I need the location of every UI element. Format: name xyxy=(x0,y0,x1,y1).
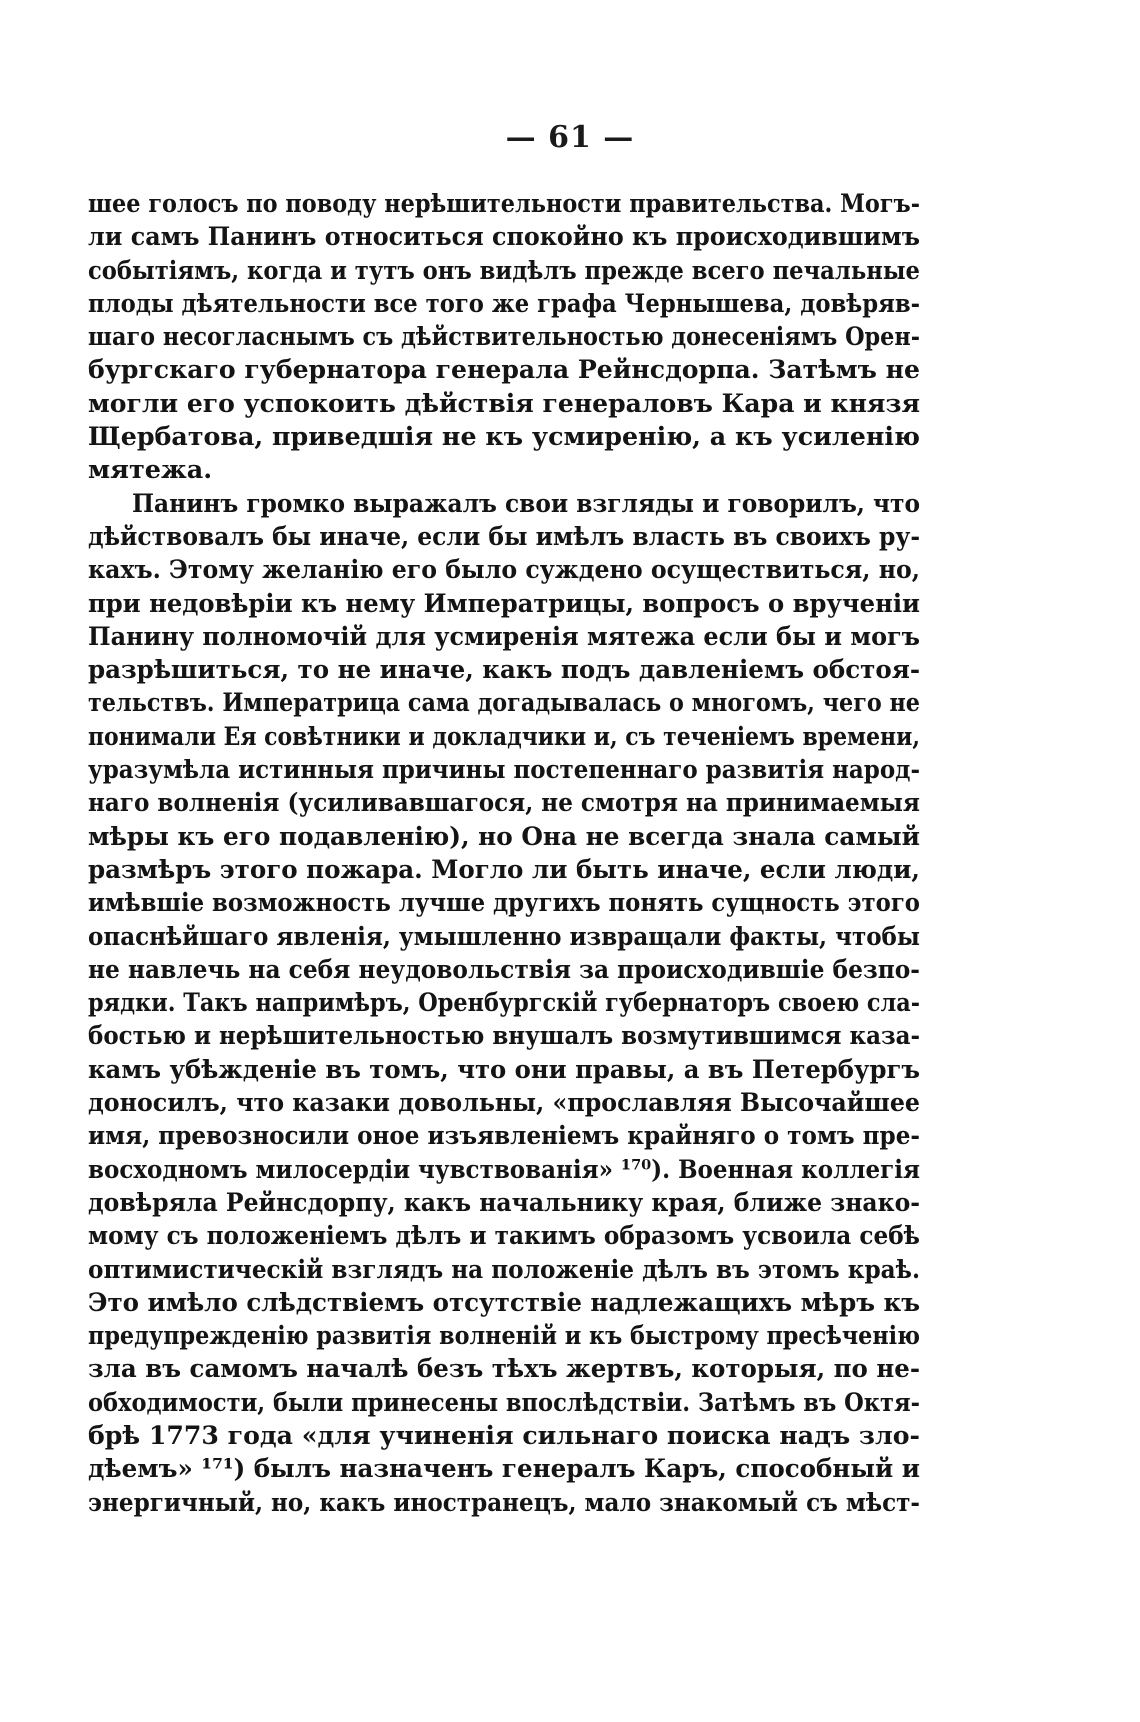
text-line: оптимистическій взглядъ на положеніе дѣлъ въ этомъ краѣ. xyxy=(88,1254,921,1285)
text-line: разрѣшиться, то не иначе, какъ подъ давленіемъ обстоя- xyxy=(88,655,921,686)
text-line: не навлечь на себя неудовольствія за происходившіе безпо- xyxy=(88,954,920,985)
text-line: мѣры къ его подавленію), но Она не всегда знала самый xyxy=(88,821,920,852)
text-line: брѣ 1773 года «для учиненія сильнаго поиска надъ зло- xyxy=(88,1420,920,1451)
text-line: кахъ. Этому желанію его было суждено осуществиться, но, xyxy=(88,555,921,586)
text-line: зла въ самомъ началѣ безъ тѣхъ жертвъ, которыя, по не- xyxy=(88,1354,921,1385)
text-line: дѣйствовалъ бы иначе, если бы имѣлъ власть въ своихъ ру- xyxy=(88,521,921,552)
text-line: камъ убѣжденіе въ томъ, что они правы, а въ Петербургъ xyxy=(88,1054,920,1085)
text-line: опаснѣйшаго явленія, умышленно извращали факты, чтобы xyxy=(88,921,921,952)
text-line: понимали Ея совѣтники и докладчики и, съ теченіемъ времени, xyxy=(88,721,920,752)
text-line: уразумѣла истинныя причины постепеннаго развитія народ- xyxy=(88,755,921,786)
text-line: имѣвшіе возможность лучше другихъ понять сущность этого xyxy=(88,888,920,919)
text-line: могли его успокоить дѣйствія генераловъ Кара и князя xyxy=(88,388,920,419)
text-line: бургскаго губернатора генерала Рейнсдорпа. Затѣмъ не xyxy=(88,355,921,386)
paragraph xyxy=(88,188,920,488)
text-line: размѣръ этого пожара. Могло ли быть иначе, если люди, xyxy=(88,854,920,885)
text-line: Щербатова, приведшія не къ усмиренію, а къ усиленію xyxy=(88,422,920,453)
text-line: мому съ положеніемъ дѣлъ и такимъ образомъ усвоила себѣ xyxy=(88,1221,920,1252)
text-line: тельствъ. Императрица сама догадывалась о многомъ, чего не xyxy=(88,688,920,719)
text-line: довѣряла Рейнсдорпу, какъ начальнику края, ближе знако- xyxy=(88,1187,921,1218)
text-line: Это имѣло слѣдствіемъ отсутствіе надлежащихъ мѣръ къ xyxy=(88,1287,921,1318)
body-text xyxy=(88,188,920,1520)
paragraph xyxy=(88,488,920,1520)
text-line: ли самъ Панинъ относиться спокойно къ происходившимъ xyxy=(88,222,920,253)
text-line: шее голосъ по поводу нерѣшительности правительства. Могъ- xyxy=(88,189,921,219)
text-line: восходномъ милосердіи чувствованія» ¹⁷⁰). Военная коллегія xyxy=(88,1154,920,1185)
text-line: при недовѣріи къ нему Императрицы, вопросъ о врученіи xyxy=(88,588,921,619)
text-line: Панину полномочій для усмиренія мятежа если бы и могъ xyxy=(88,621,921,652)
text-line: обходимости, были принесены впослѣдствіи. Затѣмъ въ Октя- xyxy=(88,1387,920,1418)
text-line: Панинъ громко выражалъ свои взгляды и говорилъ, что xyxy=(132,488,921,519)
text-line: рядки. Такъ напримѣръ, Оренбургскій губернаторъ своею сла- xyxy=(88,988,921,1019)
text-line: доносилъ, что казаки довольны, «прославляя Высочайшее xyxy=(88,1088,921,1119)
text-line: событіямъ, когда и тутъ онъ видѣлъ прежде всего печальные xyxy=(88,255,920,286)
text-line: предупрежденію развитія волненій и къ быстрому пресѣченію xyxy=(88,1321,920,1352)
text-line: плоды дѣятельности все того же графа Чернышева, довѣряв- xyxy=(88,288,921,319)
text-line: бостью и нерѣшительностью внушалъ возмутившимся каза- xyxy=(88,1021,921,1052)
text-line: мятежа. xyxy=(88,455,213,486)
text-line: энергичный, но, какъ иностранецъ, мало знакомый съ мѣст- xyxy=(88,1487,921,1518)
text-line: имя, превозносили оное изъявленіемъ крайняго о томъ пре- xyxy=(88,1121,920,1152)
text-line: наго волненія (усиливавшагося, не смотря на принимаемыя xyxy=(88,788,920,819)
text-line: шаго несогласнымъ съ дѣйствительностью донесеніямъ Орен- xyxy=(88,322,921,353)
text-line: дѣемъ» ¹⁷¹) былъ назначенъ генералъ Каръ, способный и xyxy=(88,1454,921,1485)
page-number: — 61 — xyxy=(505,120,635,155)
